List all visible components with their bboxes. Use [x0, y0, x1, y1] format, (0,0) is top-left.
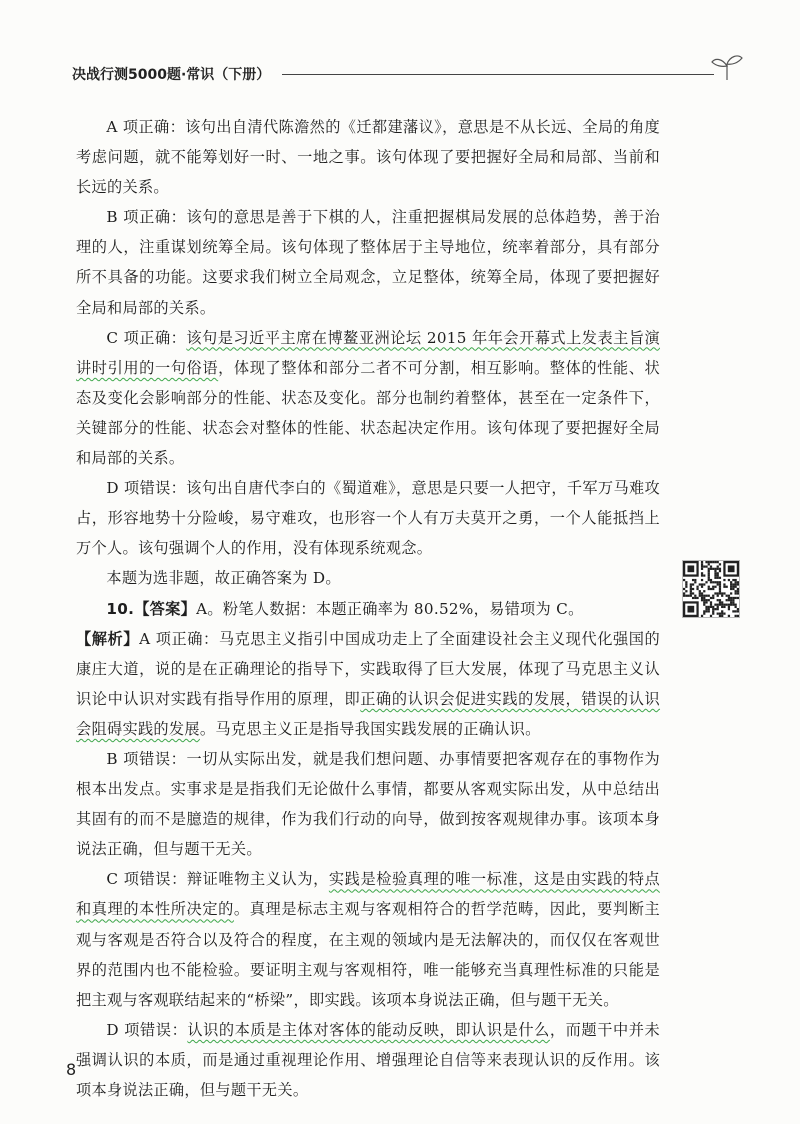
explanation-paragraph — [76, 473, 660, 563]
sprout-icon — [710, 52, 744, 82]
text-run: 。真理是标志主观与客观相符合的哲学范畴，因此，要判断主观与客观是否符合以及符合的程度，在主观的领域内是无法解决的，而仅仅在客观世界的范围内也不能检验。要证明主观与客观相符，唯一能够充当真理性标准的只能是把主观与客观联结起来的“桥梁”，即实践。该项本身说法正确，但与题干无关。 — [76, 900, 660, 1009]
explanation-paragraph — [76, 563, 660, 593]
explanation-paragraph — [76, 744, 660, 864]
answer-explanation-text — [76, 112, 660, 1105]
section-tag: 10.【答案】 — [106, 599, 197, 618]
text-run: D 项错误：该句出自唐代李白的《蜀道难》，意思是只要一人把守，千军万马难攻占，形容地势十分险峻，易守难攻，也形容一个人有万夫莫开之勇，一个人能抵挡上万个人。该句强调个人的作用，没有体现系统观念。 — [76, 479, 660, 558]
explanation-paragraph — [76, 1015, 660, 1105]
highlighted-phrase: 正确的认识会促进实践的发展，错误的认识会阻碍实践的发展 — [76, 689, 661, 738]
text-run: ，而题干中并未强调认识的本质，而是通过重视理论作用、增强理论自信等来表现认识的反作用。该项本身说法正确，但与题干无关。 — [76, 1020, 660, 1099]
text-run: A。粉笔人数据：本题正确率为 80.52%，易错项为 C。 — [196, 599, 584, 618]
highlighted-phrase: 认识的本质是主体对客体的能动反映，即认识是什么 — [187, 1020, 550, 1039]
text-run: A 项正确：该句出自清代陈澹然的《迁都建藩议》，意思是不从长远、全局的角度考虑问题，就不能筹划好一时、一地之事。该句体现了要把握好全局和局部、当前和长远的关系。 — [76, 118, 660, 197]
qr-code-icon[interactable] — [682, 560, 740, 618]
header-rule — [282, 74, 714, 75]
text-run: ，体现了整体和部分二者不可分割，相互影响。整体的性能、状态及变化会影响部分的性能、状态及变化。部分也制约着整体，甚至在一定条件下，关键部分的性能、状态会对整体的性能、状态起决定作用。该句体现了要把握好全局和局部的关系。 — [76, 358, 661, 468]
section-tag: 【解析】 — [76, 629, 140, 648]
text-run: B 项正确：该句的意思是善于下棋的人，注重把握棋局发展的总体趋势，善于治理的人，注重谋划统筹全局。该句体现了整体居于主导地位，统率着部分，具有部分所不具备的功能。这要求我们树立全局观念，立足整体，统筹全局，体现了要把握好全局和局部的关系。 — [76, 208, 660, 317]
analysis-paragraph — [76, 624, 660, 744]
text-run: 本题为选非题，故正确答案为 D。 — [106, 569, 341, 588]
explanation-paragraph — [76, 864, 660, 1014]
highlighted-phrase: 实践是检验真理的唯一标准，这是由实践的特点和真理的本性所决定的 — [76, 870, 660, 919]
running-header — [72, 60, 752, 90]
text-run: B 项错误：一切从实际出发，就是我们想问题、办事情要把客观存在的事物作为根本出发点。实事求是是指我们无论做什么事情，都要从客观实际出发，从中总结出其固有的而不是臆造的规律，作为我们行动的向导，做到按客观规律办事。该项本身说法正确，但与题干无关。 — [76, 749, 660, 859]
explanation-paragraph — [76, 202, 660, 322]
text-run: C 项正确： — [106, 328, 187, 347]
highlighted-phrase: 该句是习近平主席在博鳌亚洲论坛 2015 年年会开幕式上发表主旨演讲时引用的一句俗语 — [76, 328, 660, 377]
text-run: C 项错误：辩证唯物主义认为， — [106, 870, 329, 889]
explanation-paragraph — [76, 323, 660, 473]
text-run: D 项错误： — [106, 1020, 188, 1039]
explanation-paragraph — [76, 112, 660, 202]
page-number: 8 — [66, 1060, 77, 1079]
explanation-paragraph — [76, 594, 660, 624]
text-run: A 项正确：马克思主义指引中国成功走上了全面建设社会主义现代化强国的康庄大道，说的是在正确理论的指导下，实践取得了巨大发展，体现了马克思主义认识论中认识对实践有指导作用的原理，即 — [76, 629, 661, 708]
book-title: 决战行测5000题·常识（下册） — [72, 67, 271, 83]
text-run: 。马克思主义正是指导我国实践发展的正确认识。 — [199, 719, 541, 738]
